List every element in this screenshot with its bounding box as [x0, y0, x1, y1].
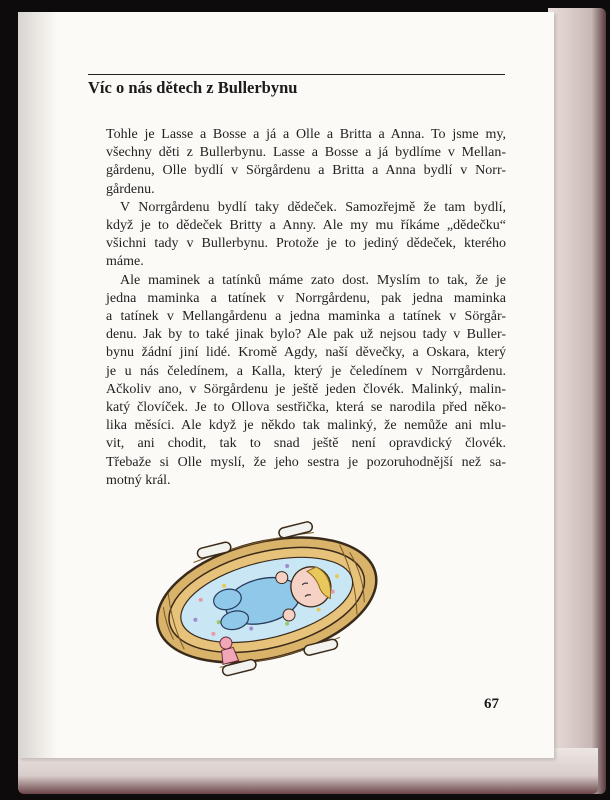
book-cover-edge-right	[548, 8, 606, 794]
text-line: gårdenu.	[106, 181, 155, 197]
text-line: Ačkoliv ano, v Sörgårdenu je ještě jeden človék. Malinký, malin-	[106, 381, 506, 397]
text-line: máme.	[106, 254, 144, 270]
book-page	[18, 12, 554, 758]
baby-in-basket-illustration	[144, 512, 388, 682]
chapter-title: Víc o nás dětech z Bullerbynu	[88, 78, 298, 97]
text-line: denu. Jak by to také jinak bylo? Ale pak už nejsou tady v Buller-	[106, 327, 506, 343]
text-line: je u nás čeledínem, a Kalla, který je čeledínem v Norrgårdenu.	[106, 363, 506, 379]
text-line: katý človíček. Je to Ollova sestřička, která se narodila před něko-	[106, 400, 506, 416]
text-line: když je to dědeček Britty a Anny. Ale my mu říkáme „dědečku“	[106, 218, 506, 234]
text-line: bynu žádní jiní lidé. Kromě Agdy, naší děvečky, a Oskara, který	[106, 345, 506, 361]
text-line: Třebaže si Olle myslí, že jeho sestra je pozoruhodnější než sa-	[106, 454, 506, 470]
text-line: V Norrgårdenu bydlí taky dědeček. Samozřejmě že tam bydlí,	[120, 199, 506, 215]
text-line: všichni tady v Bullerbynu. Protože je to jediný dědeček, kterého	[106, 236, 506, 252]
text-line: vit, ani chodit, tak to snad ještě není opravdický človék.	[106, 436, 506, 452]
text-line: Tohle je Lasse a Bosse a já a Olle a Britta a Anna. To jsme my,	[106, 127, 506, 142]
text-line: a tatínek v Mellangårdenu a jedna maminka a tatínek v Sörgår-	[106, 309, 506, 325]
text-line: gårdenu, Olle bydlí v Sörgårdenu a Britta a Anna bydlí v Norr-	[106, 163, 506, 179]
text-line: Ale maminek a tatínků máme zato dost. Myslím to tak, že je	[120, 272, 506, 288]
page-number: 67	[484, 696, 499, 712]
body-text	[106, 126, 506, 490]
text-line: motný král.	[106, 472, 171, 488]
text-line: všechny děti z Bullerbynu. Lasse a Bosse a já bydlíme v Mellan-	[106, 145, 506, 161]
header-rule	[88, 74, 505, 75]
text-line: lika měsíci. Ale když je někdo tak malinký, že nemůže ani mlu-	[106, 418, 506, 434]
text-line: jedna maminka a tatínek v Norrgårdenu, pak jedna maminka	[106, 290, 506, 306]
